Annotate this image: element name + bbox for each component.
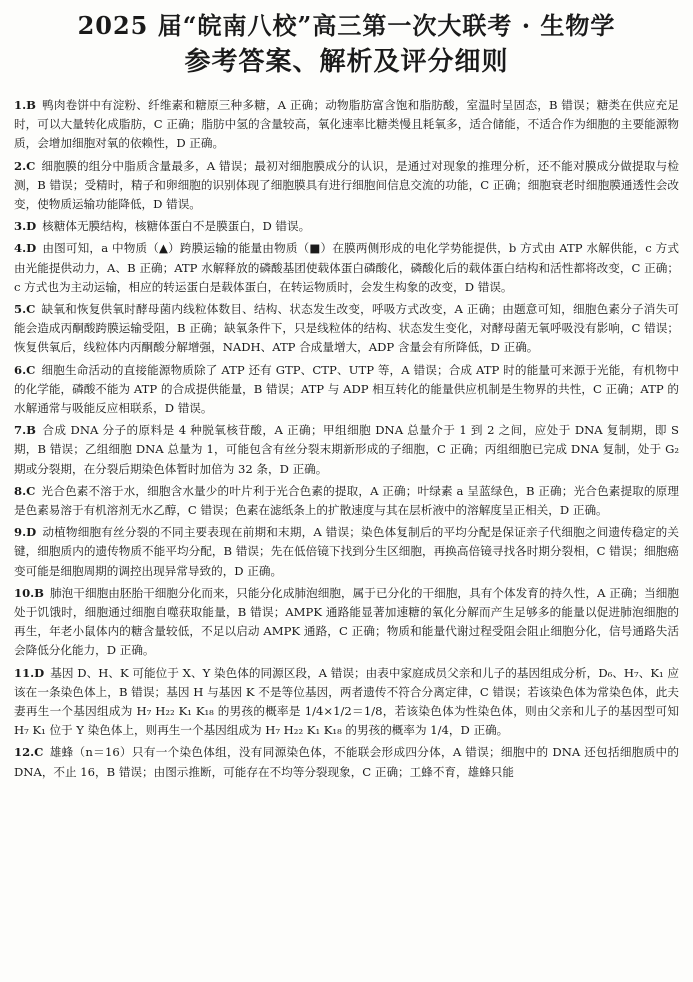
item-explanation: 动植物细胞有丝分裂的不同主要表现在前期和末期，A 错误；染色体复制后的平均分配是保证亲子代细胞之间遗传稳定的关键，细胞质内的遗传物质不能平均分配，B 错误；先在低倍镜下找到分生区细胞，再换高倍镜寻找各时期分裂相，C 错误；细胞癌变可能是细胞周期的调控出现异常导致的，D 正确。 [14, 525, 679, 578]
answer-item-11 [14, 664, 679, 741]
item-explanation: 肺泡干细胞由胚胎干细胞分化而来，只能分化成肺泡细胞，属于已分化的干细胞，具有个体发育的持久性，A 正确；当细胞处于饥饿时，细胞通过细胞自噬获取能量，B 错误；AMPK 通路能显著加速糖的氧化分解而产生足够多的能量以促进肺泡细胞的再生，年老小鼠体内的糖含量较低，不足以启动 AMPK 通路，C 正确；物质和能量代谢过程受阻会阻止细胞分化，信号通路失活会降低分化能力，D 正确。 [14, 585, 679, 658]
item-explanation: 鸭肉卷饼中有淀粉、纤维素和糖原三种多糖，A 正确；动物脂肪富含饱和脂肪酸，室温时呈固态，B 错误；糖类在供应充足时，可以大量转化成脂肪，C 正确；脂肪中氢的含量较高，氧化速率比糖类慢且耗氧多，适合储能，不适合作为细胞的主要能源物质，会增加细胞对氧的依赖性，D 正确。 [14, 97, 679, 151]
item-number: 10. [14, 585, 35, 600]
item-answer: B [26, 97, 36, 112]
item-number: 1. [14, 97, 27, 112]
answer-item-6 [14, 361, 679, 419]
item-answer: B [26, 423, 36, 438]
item-number: 6. [14, 362, 27, 377]
item-explanation: 缺氧和恢复供氧时酵母菌内线粒体数目、结构、状态发生改变，呼吸方式改变，A 正确；由题意可知，细胞色素分子消失可能会造成丙酮酸跨膜运输受阻，B 正确；缺氧条件下，只是线粒体的结构、状态发生变化，对酵母菌无氧呼吸没有影响，C 错误；恢复供氧后，线粒体内丙酮酸分解增强，NADH、ATP 合成量增大，ADP 含量会有所降低，D 正确。 [14, 302, 679, 355]
document-title [14, 12, 679, 78]
item-answer: C [26, 158, 36, 173]
answer-list [14, 96, 679, 782]
answer-item-7 [14, 421, 679, 479]
title-line-1: 2025 届“皖南八校”高三第一次大联考 · 生物学 [77, 11, 616, 40]
item-answer: D [26, 241, 37, 256]
item-explanation: 细胞生命活动的直接能源物质除了 ATP 还有 GTP、CTP、UTP 等，A 错误；合成 ATP 时的能量可来源于光能，有机物中的化学能，磷酸不能为 ATP 的合成提供能量，B 错误；ATP 与 ADP 相互转化的能量供应机制是生物界的共性，C 正确；ATP 的水解通常与吸能反应相联系，D 错误。 [14, 362, 679, 416]
item-explanation: 由图可知，a 中物质（▲）跨膜运输的能量由物质（■）在膜两侧形成的电化学势能提供，b 方式由 ATP 水解供能，c 方式由光能提供动力，A、B 正确；ATP 水解释放的磷酸基团使载体蛋白磷酸化，磷酸化后的载体蛋白结构和活性都将改变，C 正确；c 方式也为主动运输，相应的转运蛋白是载体蛋白，在转运物质时，会发生构象的改变，D 错误。 [14, 241, 679, 294]
item-number: 8. [14, 483, 27, 498]
item-number: 2. [14, 158, 27, 173]
answer-item-3 [14, 217, 679, 236]
answer-item-2 [14, 157, 679, 215]
title-line-2: 参考答案、解析及评分细则 [184, 46, 509, 77]
answer-item-9 [14, 523, 679, 581]
item-answer: C [26, 483, 36, 498]
item-number: 4. [14, 241, 27, 256]
item-answer: D [26, 525, 37, 540]
item-answer: C [34, 745, 44, 760]
item-number: 12. [14, 745, 35, 760]
item-answer: C [26, 362, 36, 377]
item-number: 3. [14, 219, 27, 234]
answer-item-10 [14, 584, 679, 661]
item-answer: D [26, 219, 37, 234]
item-explanation: 核糖体无膜结构，核糖体蛋白不是膜蛋白，D 错误。 [42, 219, 311, 234]
item-answer: D [34, 665, 45, 680]
item-number: 5. [14, 302, 27, 317]
answer-item-4 [14, 239, 679, 297]
item-answer: B [34, 585, 44, 600]
item-number: 11. [14, 665, 35, 680]
answer-item-8 [14, 482, 679, 520]
item-explanation: 雄蜂（n＝16）只有一个染色体组，没有同源染色体，不能联会形成四分体，A 错误；细胞中的 DNA 还包括细胞质中的 DNA，不止 16，B 错误；由图示推断，可能存在不均等分裂现象，C 正确；工蜂不育，雄蜂只能 [14, 745, 679, 779]
answer-item-12 [14, 743, 679, 781]
item-number: 7. [14, 423, 27, 438]
item-explanation: 基因 D、H、K 可能位于 X、Y 染色体的同源区段，A 错误；由表中家庭成员父亲和儿子的基因组成分析，D₆、H₇、K₁ 应该在一条染色体上，B 错误；基因 H 与基因 K 不是等位基因，两者遗传不符合分离定律，C 错误；若该染色体为常染色体，此夫妻再生一个基因组成为 H₇ H₂₂ K₁ K₁₈ 的男孩的概率是 1/4×1/2＝1/8，若该染色体为性染色体，则由父亲和儿子的基因型可知 H₇ K₁ 位于 Y 染色体上，则再生一个基因组成为 H₇ H₂₂ K₁ K₁₈ 的男孩的概率为 1/4，D 正确。 [14, 665, 679, 738]
item-number: 9. [14, 525, 27, 540]
item-explanation: 合成 DNA 分子的原料是 4 种脱氧核苷酸，A 正确；甲组细胞 DNA 总量介于 1 到 2 之间，应处于 DNA 复制期，即 S 期，B 错误；乙组细胞 DNA 总量为 1，可能包含有丝分裂末期新形成的子细胞，C 正确；丙组细胞已完成 DNA 复制，处于 G₂ 期或分裂期，在分裂后期染色体暂时加倍为 32 条，D 正确。 [14, 423, 679, 476]
answer-item-1 [14, 96, 679, 154]
item-explanation: 细胞膜的组分中脂质含量最多，A 错误；最初对细胞膜成分的认识，是通过对现象的推理分析，还不能对膜成分做提取与检测，B 错误；受精时，精子和卵细胞的识别体现了细胞膜具有进行细胞间信息交流的功能，C 正确；细胞衰老时细胞膜通透性会改变，使物质运输功能降低，D 错误。 [14, 158, 679, 211]
item-explanation: 光合色素不溶于水，细胞含水量少的叶片利于光合色素的提取，A 正确；叶绿素 a 呈蓝绿色，B 正确；光合色素提取的原理是色素易溶于有机溶剂无水乙醇，C 错误；色素在滤纸条上的扩散速度与其在层析液中的溶解度呈正相关，D 正确。 [14, 483, 679, 518]
answer-item-5 [14, 300, 679, 358]
item-answer: C [26, 302, 36, 317]
